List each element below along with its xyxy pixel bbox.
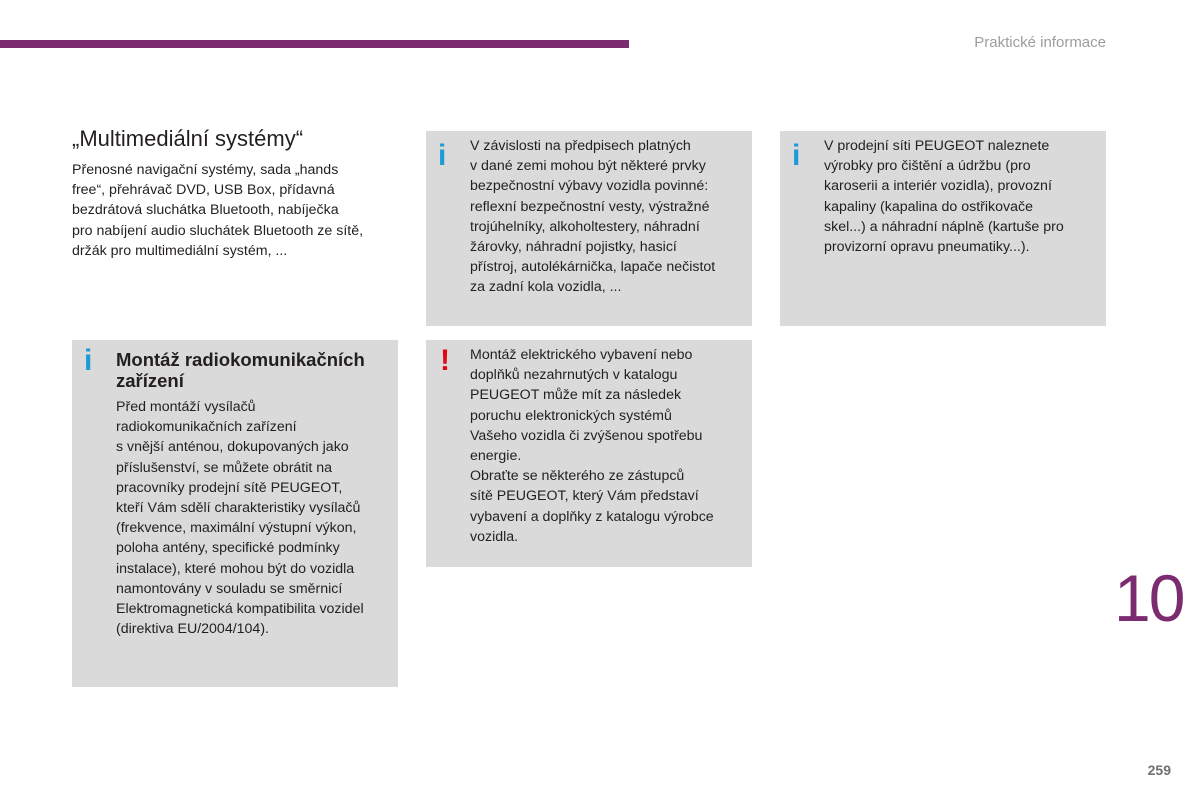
radio-box-text: Před montáží vysílačů radiokomunikačních zařízení s vnější anténou, dokupovaných jako příslušenství, se můžete obrátit na pracovníky prodejní sítě PEUGEOT, kteří Vám sdělí charakteristiky vysílačů (frekvence, maximální výstupní výkon, poloha antény, specifické podmínky instalace), které mohou být do vozidla namontovány v souladu se směrnicí Elektromagnetická kompatibilita vozidel (direktiva EU/2004/104). xyxy=(116,399,364,638)
warning-box-text: Montáž elektrického vybavení nebo doplňků nezahrnutých v katalogu PEUGEOT může mít za následek poruchu elektronických systémů Vašeho vozidla či zvýšenou spotřebu energie. Obraťte se některého ze zástupců sítě PEUGEOT, který Vám představí vybavení a doplňky z katalogu výrobce vozidla. xyxy=(470,347,714,545)
multimedia-text: Přenosné navigační systémy, sada „hands free“, přehrávač DVD, USB Box, přídavná bezdrátová sluchátka Bluetooth, nabíječka pro nabíjení audio sluchátek Bluetooth ze sítě, držák pro multimediální systém, ... xyxy=(72,162,364,259)
warning-box-electrical-equipment xyxy=(426,340,752,567)
info-box-peugeot-products xyxy=(780,131,1106,326)
info-box-safety-text: V závislosti na předpisech platných v dané zemi mohou být některé prvky bezpečnostní výbavy vozidla povinné: reflexní bezpečnostní vesty, výstražné trojúhelníky, alkoholtestery, náhradní žárovky, náhradní pojistky, hasicí přístroj, autolékárnička, lapače nečistot za zadní kola vozidla, ... xyxy=(470,138,716,296)
info-box-radio-installation xyxy=(72,340,398,687)
radio-box-title: Montáž radiokomunikačních zařízení xyxy=(116,349,365,391)
warning-icon: ! xyxy=(440,344,450,377)
info-box-products-text: V prodejní síti PEUGEOT naleznete výrobky pro čištění a údržbu (pro karoserii a interiér vozidla), provozní kapaliny (kapalina do ostřikovače skel...) a náhradní náplně (kartuše pro provizorní opravu pneumatiky...). xyxy=(824,138,1064,256)
section-title: Praktické informace xyxy=(974,34,1106,51)
info-box-safety-equipment xyxy=(426,131,752,326)
page-number: 259 xyxy=(1147,762,1171,778)
header-accent-bar xyxy=(0,40,629,48)
info-icon: i xyxy=(792,139,801,172)
multimedia-heading: „Multimediální systémy“ xyxy=(72,126,304,151)
info-icon: i xyxy=(84,344,93,377)
info-icon: i xyxy=(438,139,447,172)
chapter-number: 10 xyxy=(1114,561,1184,635)
